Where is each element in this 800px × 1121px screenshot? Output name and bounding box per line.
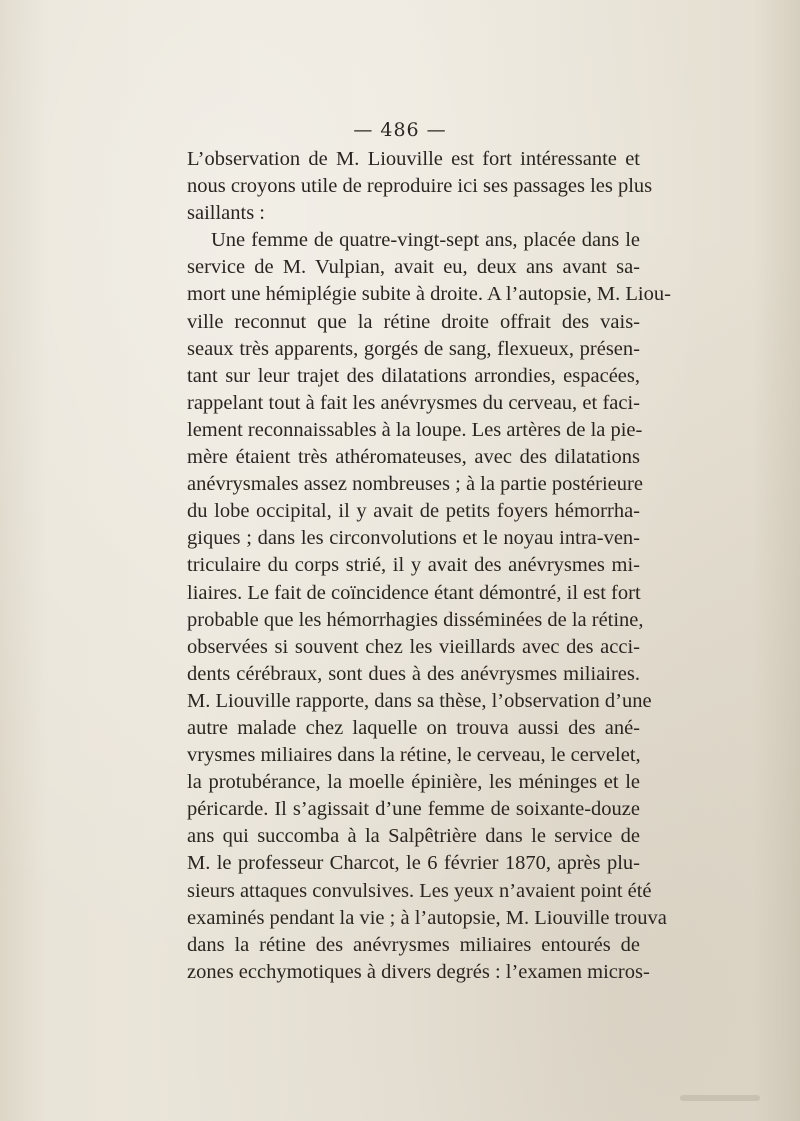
text-line: seaux très apparents, gorgés de sang, flexueux, présen- xyxy=(187,337,640,360)
text-line: anévrysmales assez nombreuses ; à la partie postérieure xyxy=(187,473,643,496)
paper-smudge xyxy=(680,1095,760,1101)
text-line: lement reconnaissables à la loupe. Les artères de la pie- xyxy=(187,418,643,441)
body-text xyxy=(187,146,671,986)
text-line: nous croyons utile de reproduire ici ses passages les plus xyxy=(187,175,653,198)
text-line: péricarde. Il s’agissait d’une femme de soixante-douze xyxy=(187,798,640,821)
text-line: L’observation de M. Liouville est fort intéressante et xyxy=(187,148,640,170)
text-line: dans la rétine des anévrysmes miliaires entourés de xyxy=(187,933,640,956)
text-line: triculaire du corps strié, il y avait des anévrysmes mi- xyxy=(187,554,640,577)
page-number: — 486 — xyxy=(353,119,447,141)
text-line: du lobe occipital, il y avait de petits foyers hémorrha- xyxy=(187,500,640,523)
text-line: dents cérébraux, sont dues à des anévrysmes miliaires. xyxy=(187,662,640,685)
text-line: M. le professeur Charcot, le 6 février 1870, après plu- xyxy=(187,852,640,875)
text-line: saillants : xyxy=(187,202,266,225)
text-line: autre malade chez laquelle on trouva aussi des ané- xyxy=(187,716,640,739)
text-line: tant sur leur trajet des dilatations arrondies, espacées, xyxy=(187,364,640,387)
text-line: vrysmes miliaires dans la rétine, le cerveau, le cervelet, xyxy=(187,744,641,767)
text-line: mère étaient très athéromateuses, avec des dilatations xyxy=(187,446,640,469)
text-line: mort une hémiplégie subite à droite. A l’autopsie, M. Liou- xyxy=(187,283,671,306)
text-line: ans qui succomba à la Salpêtrière dans le service de xyxy=(187,825,640,848)
text-line: Une femme de quatre-vingt-sept ans, placée dans le xyxy=(211,229,640,252)
text-line: la protubérance, la moelle épinière, les méninges et le xyxy=(187,771,640,794)
text-line: M. Liouville rapporte, dans sa thèse, l’observation d’une xyxy=(187,689,652,712)
text-line: liaires. Le fait de coïncidence étant démontré, il est fort xyxy=(187,581,641,604)
text-line: giques ; dans les circonvolutions et le noyau intra-ven- xyxy=(187,527,640,550)
text-line: probable que les hémorrhagies disséminées de la rétine, xyxy=(187,608,644,631)
text-line: sieurs attaques convulsives. Les yeux n’avaient point été xyxy=(187,879,652,902)
text-line: rappelant tout à fait les anévrysmes du cerveau, et faci- xyxy=(187,391,640,414)
text-line: observées si souvent chez les vieillards avec des acci- xyxy=(187,635,640,658)
text-line: service de M. Vulpian, avait eu, deux ans avant sa- xyxy=(187,256,640,279)
text-line: ville reconnut que la rétine droite offrait des vais- xyxy=(187,310,640,333)
text-line: examinés pendant la vie ; à l’autopsie, M. Liouville trouva xyxy=(187,906,667,929)
text-line: zones ecchymotiques à divers degrés : l’examen micros- xyxy=(187,960,650,983)
